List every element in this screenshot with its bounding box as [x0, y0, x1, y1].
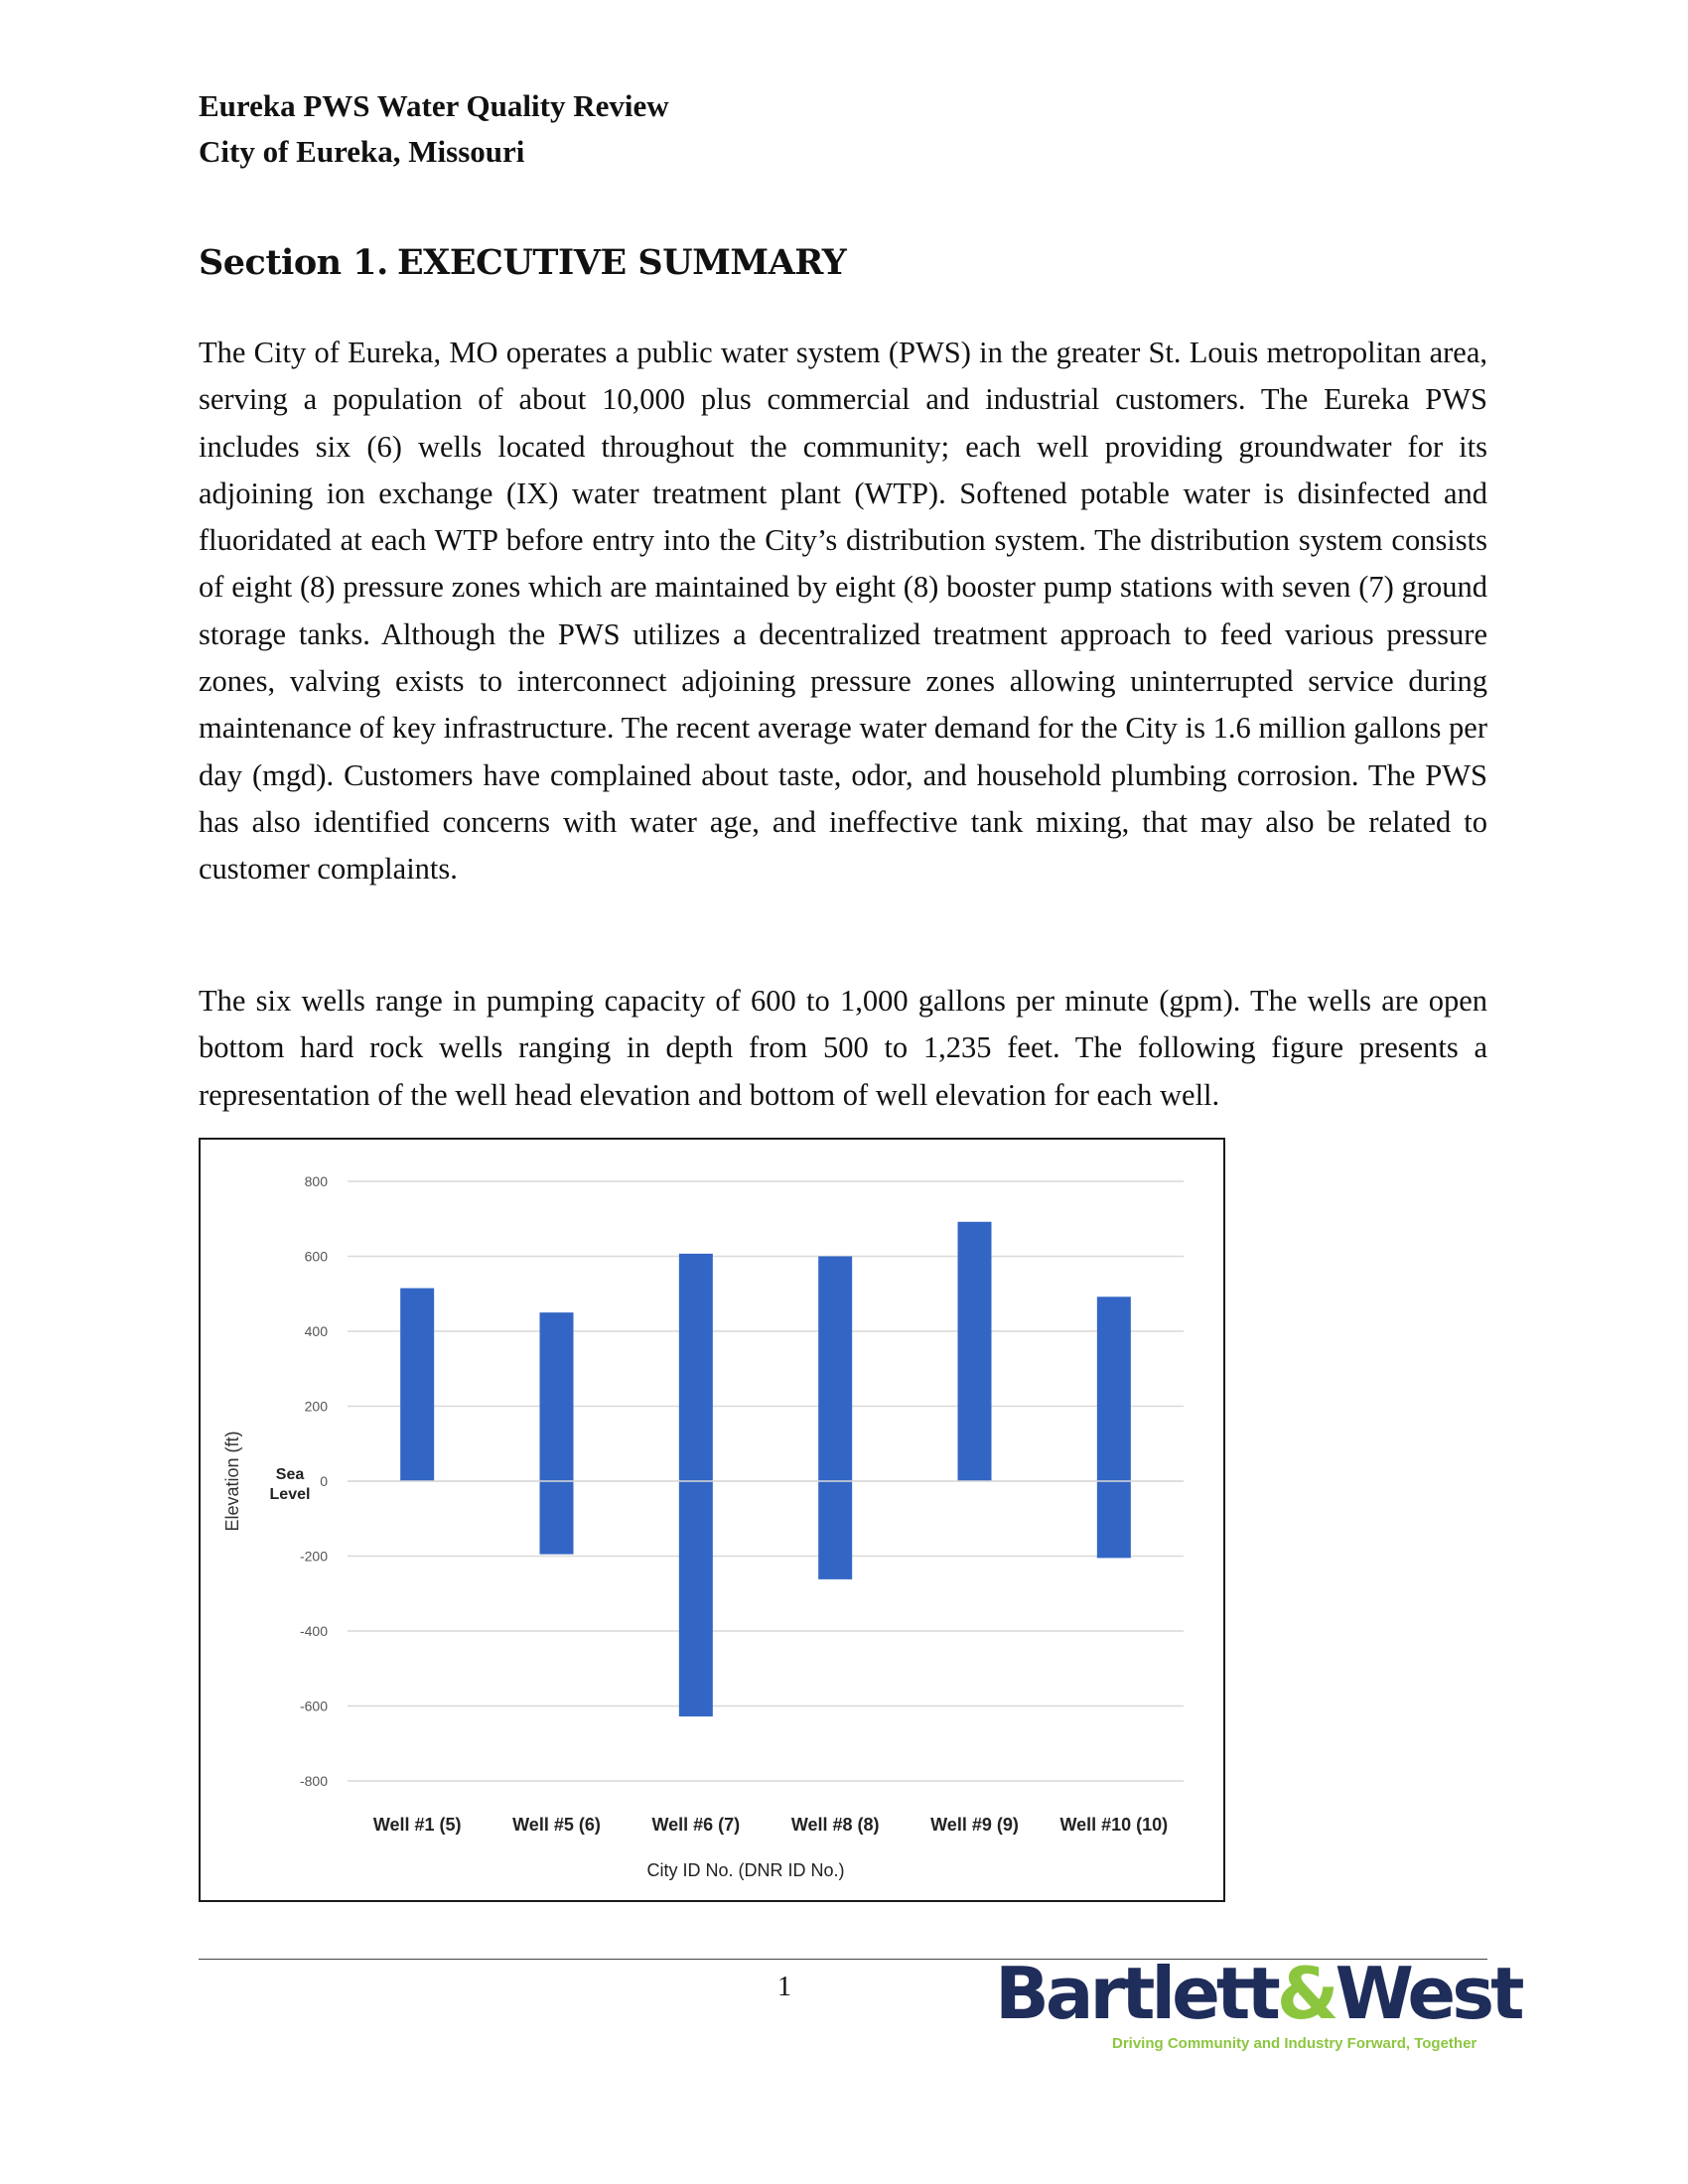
section-title: EXECUTIVE SUMMARY [397, 242, 847, 283]
paragraph-wells: The six wells range in pumping capacity of 600 to 1,000 gallons per minute (gpm). The wells are open bottom hard rock wells ranging in depth from 500 to 1,235 feet. The following figure presents a representation of the well head elevation and bottom of well elevation for each well. [199, 984, 1487, 1112]
section-heading [199, 242, 846, 283]
logo-wordmark [995, 1954, 1521, 2033]
x-tick-label: Well #10 (10) [1059, 1815, 1169, 1835]
section-number: Section 1. [199, 242, 388, 283]
x-tick-label: Well #9 (9) [930, 1815, 1019, 1835]
sea-level-label: Level [269, 1486, 311, 1503]
x-axis-label: City ID No. (DNR ID No.) [646, 1860, 845, 1880]
bar-3 [679, 1254, 713, 1716]
y-tick-label: 200 [304, 1398, 328, 1415]
logo-ampersand: & [1276, 1952, 1336, 2035]
y-tick-label: -600 [299, 1698, 328, 1714]
bar-5 [958, 1222, 992, 1481]
company-logo [995, 1952, 1521, 2052]
bar-6 [1097, 1297, 1131, 1558]
y-tick-label: 400 [304, 1323, 328, 1339]
bar-2 [540, 1312, 574, 1554]
logo-text-a: Bartlett [995, 1952, 1277, 2035]
logo-tagline: Driving Community and Industry Forward, Together [1112, 2035, 1477, 2052]
bar-4 [818, 1257, 852, 1579]
page-number: 1 [777, 1972, 791, 2002]
header-title: Eureka PWS Water Quality Review [199, 88, 669, 123]
y-tick-label: 600 [304, 1248, 328, 1265]
x-tick-label: Well #1 (5) [372, 1815, 462, 1835]
x-tick-label: Well #6 (7) [651, 1815, 741, 1835]
well-elevation-figure [199, 1138, 1225, 1902]
x-tick-label: Well #8 (8) [790, 1815, 880, 1835]
x-tick-label: Well #5 (6) [512, 1815, 601, 1835]
logo-text-b: West [1335, 1952, 1521, 2035]
y-axis-label: Elevation (ft) [222, 1431, 242, 1532]
paragraph-intro: The City of Eureka, MO operates a public water system (PWS) in the greater St. Louis metropolitan area, serving a population of about 10,000 plus commercial and industrial customers. The Eureka PWS includes six (6) wells located throughout the community; each well providing groundwater for its adjoining ion exchange (IX) water treatment plant (WTP). Softened potable water is disinfected and fluoridated at each WTP before entry into the City’s distribution system. The distribution system consists of eight (8) pressure zones which are maintained by eight (8) booster pump stations with seven (7) ground storage tanks. Although the PWS utilizes a decentralized treatment approach to feed various pressure zones, valving exists to interconnect adjoining pressure zones allowing uninterrupted service during maintenance of key infrastructure. The recent average water demand for the City is 1.6 million gallons per day (mgd). Customers have complained about taste, odor, and household plumbing corrosion. The PWS has also identified concerns with water age, and ineffective tank mixing, that may also be related to customer complaints. [199, 336, 1487, 887]
document-header [199, 83, 669, 175]
y-tick-label: 800 [304, 1173, 328, 1189]
sea-level-label: Sea [275, 1466, 305, 1483]
y-tick-label: -200 [299, 1548, 328, 1565]
y-tick-label: -400 [299, 1623, 328, 1639]
y-tick-label: 0 [320, 1473, 328, 1489]
bar-1 [400, 1289, 434, 1481]
y-tick-label: -800 [299, 1773, 328, 1789]
well-elevation-chart [201, 1140, 1223, 1900]
header-subtitle: City of Eureka, Missouri [199, 134, 525, 169]
